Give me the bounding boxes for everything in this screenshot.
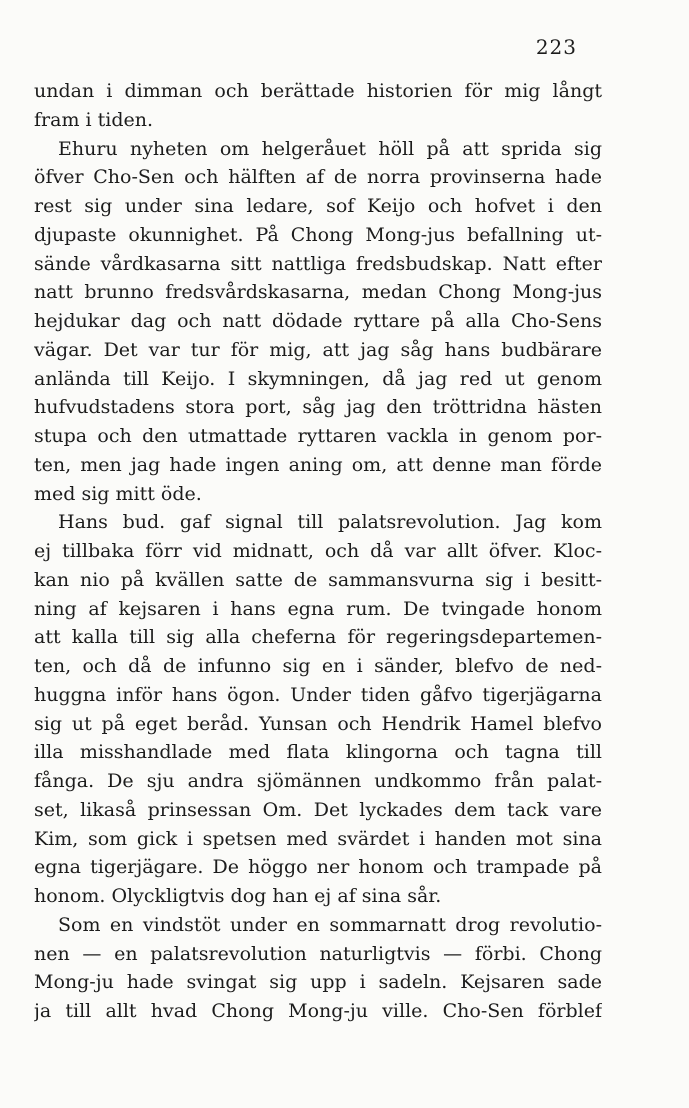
text-line: Mong-ju hade svingat sig upp i sadeln. Kejsaren sade [34,971,602,994]
text-line: sände vårdkasarna sitt nattliga fredsbudskap. Natt efter [34,252,602,275]
text-line: djupaste okunnighet. På Chong Mong-jus befallning ut- [34,223,602,246]
text-line: stupa och den utmattade ryttaren vackla in genom por- [34,425,602,447]
text-line: rest sig under sina ledare, sof Keijo och hofvet i den [34,195,602,217]
text-line: honom. Olyckligtvis dog han ej af sina sår. [34,885,442,907]
text-line: hejdukar dag och natt dödade ryttare på alla Cho-Sens [34,310,602,332]
text-line: natt brunno fredsvårdskasarna, medan Chong Mong-jus [34,281,602,304]
text-line: att kalla till sig alla cheferna för regeringsdepartemen- [34,626,602,649]
text-line: ja till allt hvad Chong Mong-ju ville. Cho-Sen förblef [34,1000,602,1022]
text-line: Ehuru nyheten om helgeråuet höll på att sprida sig [58,137,602,160]
body-text [34,77,602,1026]
text-line: ten, och då de infunno sig en i sänder, blefvo de ned- [34,655,602,677]
text-line: kan nio på kvällen satte de sammansvurna sig i besitt- [34,568,602,591]
text-line: illa misshandlade med flata klingorna och tagna till [34,741,602,764]
text-line: vägar. Det var tur för mig, att jag såg hans budbärare [34,338,602,361]
text-line: egna tigerjägare. De höggo ner honom och trampade på [34,856,602,879]
text-line: set, likaså prinsessan Om. Det lyckades dem tack vare [34,798,602,821]
text-line: Hans bud. gaf signal till palatsrevolution. Jag kom [58,511,602,534]
text-line: sig ut på eget beråd. Yunsan och Hendrik Hamel blefvo [34,712,602,735]
text-line: hufvudstadens stora port, såg jag den tröttridna hästen [34,396,602,419]
text-line: Som en vindstöt under en sommarnatt drog revolutio- [58,913,602,936]
text-line: huggna inför hans ögon. Under tiden gåfvo tigerjägarna [34,683,602,706]
text-line: fånga. De sju andra sjömännen undkommo från palat- [34,770,602,792]
text-line: anlända till Keijo. I skymningen, då jag red ut genom [34,367,602,390]
text-line: ej tillbaka förr vid midnatt, och då var allt öfver. Kloc- [34,540,602,562]
text-line: Kim, som gick i spetsen med svärdet i handen mot sina [34,827,602,850]
page-number: 223 [535,35,577,59]
text-line: öfver Cho-Sen och hälften af de norra provinserna hade [34,166,602,189]
text-line: ning af kejsaren i hans egna rum. De tvingade honom [34,597,602,620]
text-line: med sig mitt öde. [34,482,202,505]
text-line: ten, men jag hade ingen aning om, att denne man förde [34,453,602,476]
text-line: undan i dimman och berättade historien för mig långt [34,80,602,102]
text-line: nen — en palatsrevolution naturligtvis — förbi. Chong [34,942,602,965]
text-line: fram i tiden. [34,108,154,131]
